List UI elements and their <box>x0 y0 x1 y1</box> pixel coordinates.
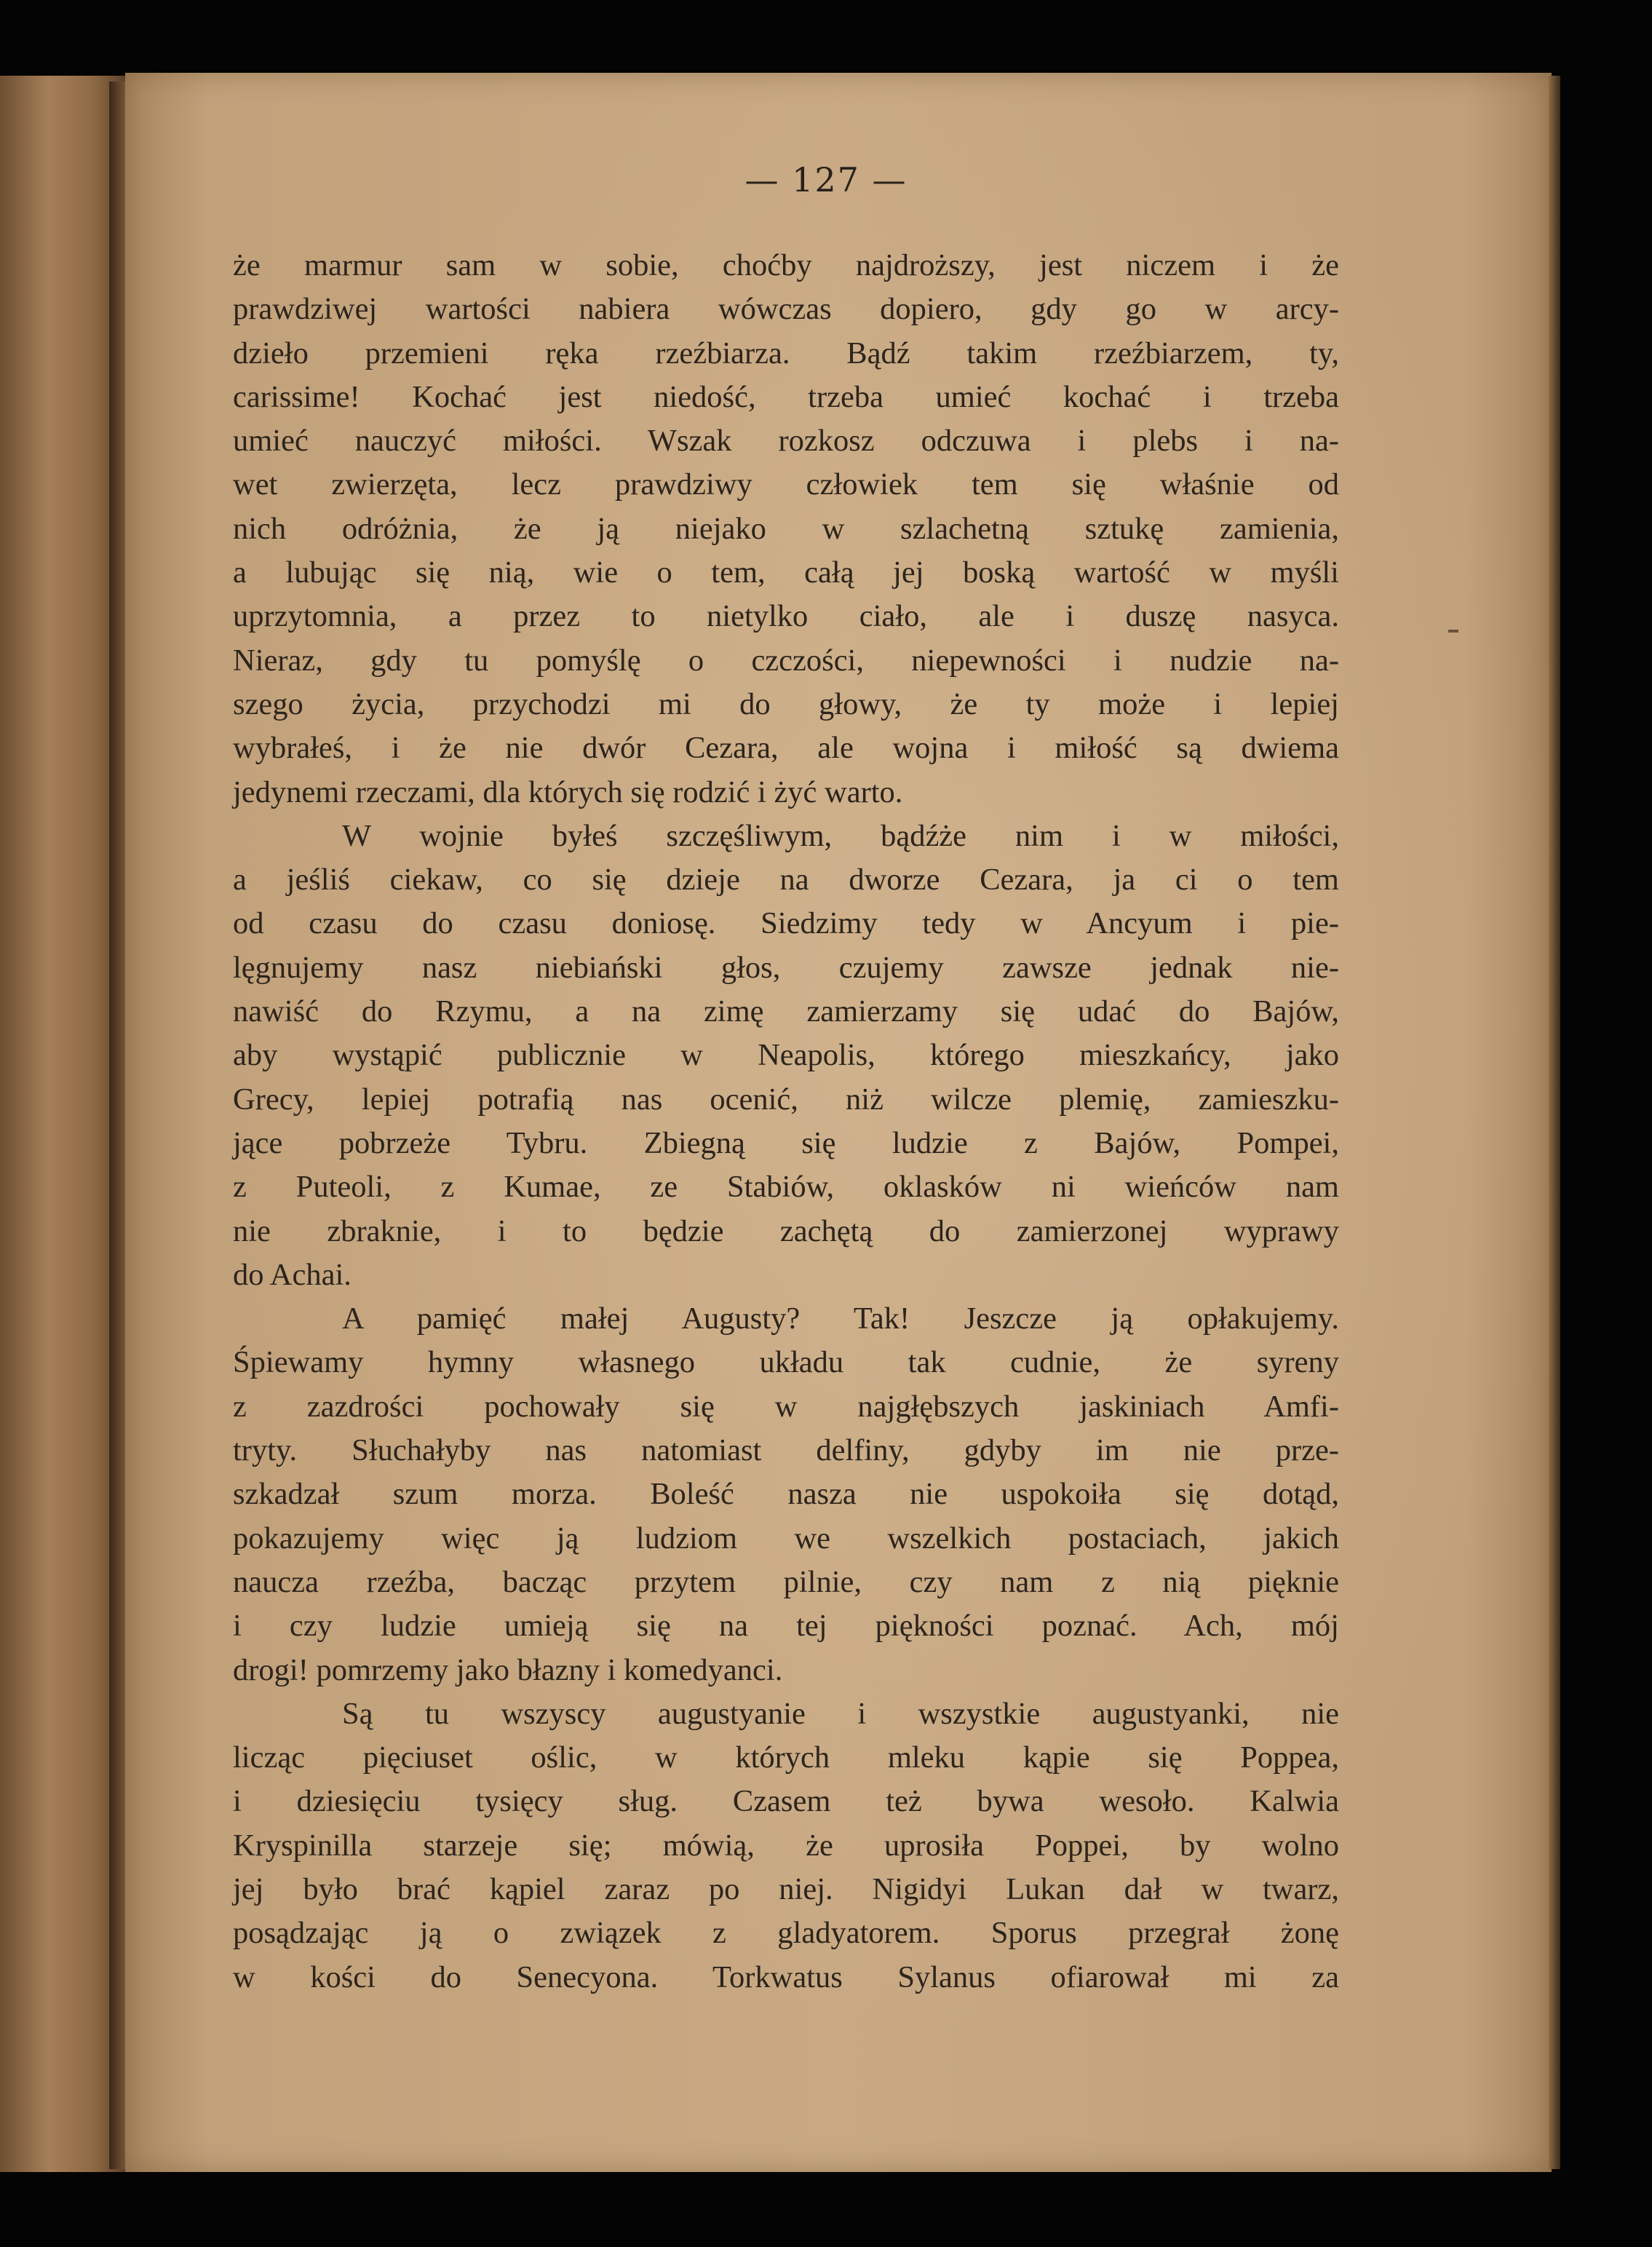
text-line: nawiść do Rzymu, a na zimę zamierzamy się udać do Bajów, <box>233 994 1339 1029</box>
text-line: i czy ludzie umieją się na tej piękności poznać. Ach, mój <box>233 1609 1339 1644</box>
text-line: że marmur sam w sobie, choćby najdroższy, jest niczem i że <box>233 248 1339 282</box>
text-line: jące pobrzeże Tybru. Zbiegną się ludzie z Bajów, Pompei, <box>233 1125 1339 1160</box>
text-line: dzieło przemieni ręka rzeźbiarza. Bądź takim rzeźbiarzem, ty, <box>233 336 1339 370</box>
text-line: uprzytomnia, a przez to nietylko ciało, ale i duszę nasyca. <box>233 599 1339 634</box>
text-line: od czasu do czasu doniosę. Siedzimy tedy w Ancyum i pie- <box>233 906 1339 941</box>
text-line: z Puteoli, z Kumae, ze Stabiów, oklasków ni wieńców nam <box>233 1170 1339 1205</box>
text-line: lęgnujemy nasz niebiański głos, czujemy zawsze jednak nie- <box>233 950 1339 985</box>
text-line: szkadzał szum morza. Boleść nasza nie uspokoiła się dotąd, <box>233 1477 1339 1512</box>
text-line: wet zwierzęta, lecz prawdziwy człowiek tem się właśnie od <box>233 467 1339 502</box>
text-line: drogi! pomrzemy jako błazny i komedyanci. <box>233 1652 783 1687</box>
text-line: jej było brać kąpiel zaraz po niej. Nigidyi Lukan dał w twarz, <box>233 1871 1339 1906</box>
text-line: Kryspinilla starzeje się; mówią, że uprosiła Poppei, by wolno <box>233 1828 1339 1863</box>
text-line: wybrałeś, i że nie dwór Cezara, ale wojna i miłość są dwiema <box>233 731 1339 766</box>
text-line: carissime! Kochać jest niedość, trzeba umieć kochać i trzeba <box>233 379 1339 414</box>
text-line: pokazujemy więc ją ludziom we wszelkich postaciach, jakich <box>233 1521 1339 1556</box>
text-line: a lubując się nią, wie o tem, całą jej boską wartość w myśli <box>233 555 1339 590</box>
text-line: Są tu wszyscy augustyanie i wszystkie augustyanki, nie <box>342 1696 1339 1731</box>
text-line: z zazdrości pochowały się w najgłębszych jaskiniach Amfi- <box>233 1389 1339 1424</box>
text-line: licząc pięciuset oślic, w których mleku kąpie się Poppea, <box>233 1740 1339 1775</box>
text-line: A pamięć małej Augusty? Tak! Jeszcze ją opłakujemy. <box>342 1301 1339 1336</box>
text-line: Śpiewamy hymny własnego układu tak cudnie, że syreny <box>233 1345 1339 1380</box>
text-line: nich odróżnia, że ją niejako w szlachetną sztukę zamienia, <box>233 511 1339 546</box>
text-line: umieć nauczyć miłości. Wszak rozkosz odczuwa i plebs i na- <box>233 424 1339 459</box>
text-line: tryty. Słuchałyby nas natomiast delfiny, gdyby im nie prze- <box>233 1433 1339 1468</box>
text-line: jedynemi rzeczami, dla których się rodzić i żyć warto. <box>233 774 903 809</box>
text-line: do Achai. <box>233 1257 352 1292</box>
text-line: naucza rzeźba, bacząc przytem pilnie, czy nam z nią pięknie <box>233 1564 1339 1599</box>
text-line: Grecy, lepiej potrafią nas ocenić, niż wilcze plemię, zamieszku- <box>233 1082 1339 1117</box>
page-number: — 127 — <box>744 160 908 199</box>
margin-mark <box>1448 630 1458 633</box>
text-line: posądzając ją o związek z gladyatorem. Sporus przegrał żonę <box>233 1916 1339 1951</box>
text-line: i dziesięciu tysięcy sług. Czasem też bywa wesoło. Kalwia <box>233 1784 1339 1819</box>
text-line: prawdziwej wartości nabiera wówczas dopiero, gdy go w arcy- <box>233 292 1339 327</box>
text-line: W wojnie byłeś szczęśliwym, bądźże nim i w miłości, <box>342 818 1339 853</box>
body-text <box>233 244 1339 2000</box>
page-right-edge <box>1549 76 1560 2169</box>
text-line: Nieraz, gdy tu pomyślę o czczości, niepewności i nudzie na- <box>233 643 1339 678</box>
text-line: nie zbraknie, i to będzie zachętą do zamierzonej wyprawy <box>233 1213 1339 1248</box>
text-line: a jeśliś ciekaw, co się dzieje na dworze Cezara, ja ci o tem <box>233 863 1339 897</box>
text-line: w kości do Senecyona. Torkwatus Sylanus ofiarował mi za <box>233 1959 1339 1994</box>
text-line: aby wystąpić publicznie w Neapolis, którego mieszkańcy, jako <box>233 1038 1339 1073</box>
text-line: szego życia, przychodzi mi do głowy, że ty może i lepiej <box>233 686 1339 721</box>
